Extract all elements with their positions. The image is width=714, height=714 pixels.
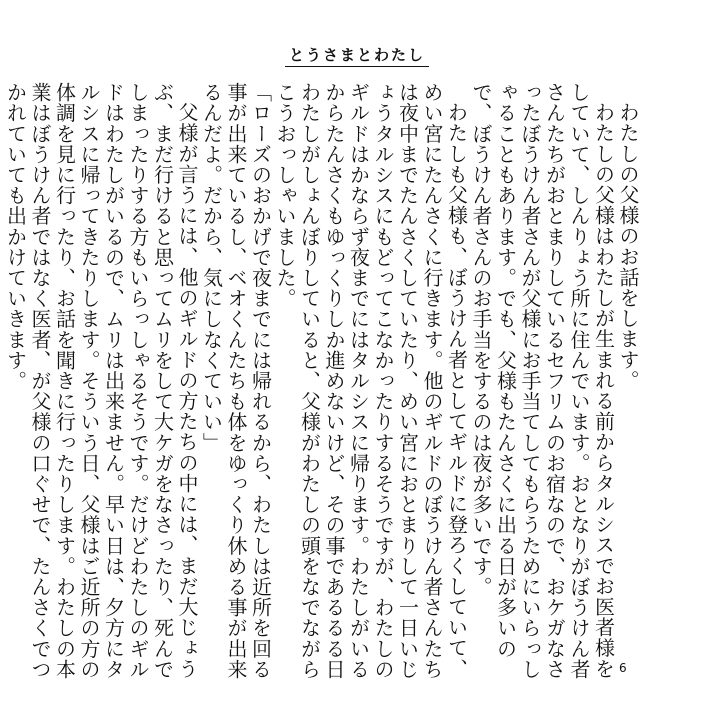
- paragraph: わたしの父様はわたしが生まれる前からタルシスでお医者様をしていて、しんりょう所に住んでいます。おとなりがぼうけん者さんたちがおとまりしているセフリムのお宿なので、おケガなさったぼうけん者さんが父様にお手当てしてもらうためにいらっしゃることもあります。でも、父様もたんさくに出る日が多いので、ぼうけん者さんのお手当をするのは夜が多いです。: [469, 82, 616, 680]
- page-number: 6: [619, 661, 627, 675]
- paragraph: 父様が言うには、他のギルドの方たちの中には、まだ大じょうぶ、まだ行けると思ってムリをして大ケガをなさったり、死んでしまったりする方もいらっしゃるそうです。だけどわたしのギルドはわたしがいるので、ムリは出来ません。早い日は、夕方にタルシスに帰ってきたりします。そういう日、父様はご近所の方の体調を見に行ったり、お話を聞きに行ったりします。わたしの本業はぼうけん者ではなく医者、が父様の口ぐせで、たんさくでつかれていても出かけていきます。: [3, 82, 199, 680]
- paragraph: わたしも父様も、ぼうけん者としてギルドに登ろくしていて、めい宮にたんさくに行きます。他のギルドのぼうけん者さんたちは夜中までたんさくしていたり、めい宮におとまりして一日いじょうタルシスにもどってこなかったりするそうですが、わたしのギルドはかならず夜までにはタルシスに帰ります。わたしがいるからたんさくもゆっくりしか進めないけど、その事であるるる日わたしがしょんぼりしていると、父様がわたしの頭をなでながらこうおっしゃいました。: [273, 82, 469, 680]
- paragraph: 「ローズのおかげで夜までには帰れるから、わたしは近所を回る事が出来ているし、ベオくんたちも体をゆっくり休める事が出来るんだよ。だから、気にしなくていい」: [199, 82, 273, 680]
- page-title: [0, 44, 714, 65]
- paragraph: わたしの父様のお話をします。: [616, 102, 640, 391]
- page-title-text: とうさまとわたし: [285, 46, 429, 67]
- body-text: [3, 82, 640, 682]
